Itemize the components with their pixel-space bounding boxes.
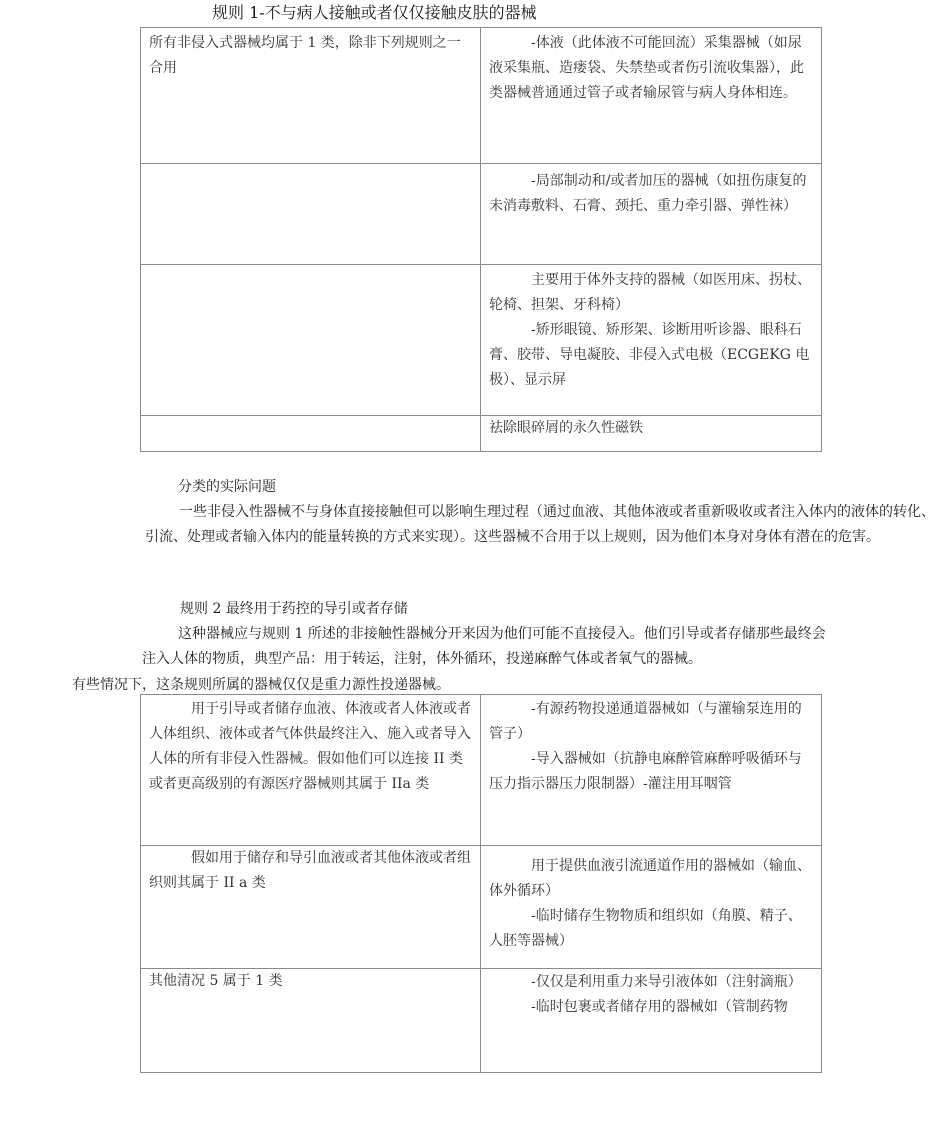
example-text: 用于提供血液引流通道作用的器械如（输血、体外循环） — [489, 858, 811, 899]
rule-condition-cell — [141, 164, 481, 265]
example-text: -体液（此体液不可能回流）采集器械（如尿液采集瓶、造瘘袋、失禁垫或者伤引流收集器），此类器械普通通过管子或者输尿管与病人身体相连。 — [489, 35, 804, 101]
table-row — [141, 265, 822, 416]
example-text: -有源药物投递通道器械如（与灌输泵连用的管子） — [489, 701, 802, 742]
example-cell — [481, 164, 822, 265]
rule-condition-cell — [141, 846, 481, 969]
rule-condition-text: 其他清况 5 属于 1 类 — [149, 973, 283, 989]
table-row — [141, 846, 822, 969]
example-cell — [481, 846, 822, 969]
example-cell — [481, 416, 822, 452]
rule-condition-cell — [141, 969, 481, 1073]
rule1-table — [140, 27, 822, 452]
example-text: -导入器械如（抗静电麻醉管麻醉呼吸循环与压力指示器压力限制器）-灌注用耳咽管 — [489, 751, 802, 792]
section-paragraph-line: 注入人体的物质，典型产品：用于转运，注射，体外循环，投递麻醉气体或者氧气的器械。 — [142, 651, 702, 667]
section-heading: 分类的实际问题 — [178, 479, 276, 495]
rule-condition-text: 假如用于储存和导引血液或者其他体液或者组织则其属于 II a 类 — [149, 850, 471, 891]
rule-condition-cell — [141, 695, 481, 846]
section-paragraph: 一些非侵入性器械不与身体直接接触但可以影响生理过程（通过血液、其他体液或者重新吸收或者注入体内的液体的转化、引流、处理或者输入体内的能量转换的方式来实现）。这些器械不合用于以上规则，因为他们本身对身体有潜在的危害。 — [145, 504, 935, 545]
example-text: 主要用于体外支持的器械（如医用床、拐杖、轮椅、担架、牙科椅） — [489, 272, 811, 313]
rule-condition-cell — [141, 28, 481, 164]
table-row — [141, 416, 822, 452]
section-heading: 规则 2 最终用于药控的导引或者存储 — [180, 601, 408, 617]
example-text: 祛除眼碎屑的永久性磁铁 — [489, 420, 643, 436]
example-text: -仅仅是利用重力来导引液体如（注射滴瓶） — [531, 974, 802, 990]
example-text: -临时包裹或者储存用的器械如（管制药物 — [531, 999, 788, 1015]
example-text: -矫形眼镜、矫形架、诊断用听诊器、眼科石膏、胶带、导电凝胶、非侵入式电极（ECGEKG 电极）、显示屏 — [489, 322, 810, 388]
example-cell — [481, 265, 822, 416]
section-paragraph-line: 有些情况下，这条规则所属的器械仅仅是重力源性投递器械。 — [72, 677, 450, 693]
rule1-title: 规则 1-不与病人接触或者仅仅接触皮肤的器械 — [212, 3, 537, 22]
section-paragraph-line: 这种器械应与规则 1 所述的非接触性器械分开来因为他们可能不直接侵入。他们引导或者存储那些最终会 — [178, 626, 826, 642]
rule-condition-text: 用于引导或者储存血液、体液或者人体液或者人体组织、液体或者气体供最终注入、施入或者导入人体的所有非侵入性器械。假如他们可以连接 II 类或者更高级别的有源医疗器械则其属于 IIa 类 — [149, 701, 471, 792]
table-row — [141, 969, 822, 1073]
table-row — [141, 695, 822, 846]
rule-condition-cell — [141, 416, 481, 452]
example-cell — [481, 695, 822, 846]
table-row — [141, 164, 822, 265]
rule-condition-cell — [141, 265, 481, 416]
example-text: -临时储存生物物质和组织如（角膜、精子、人胚等器械） — [489, 908, 802, 949]
example-text: -局部制动和/或者加压的器械（如扭伤康复的未消毒敷料、石膏、颈托、重力牵引器、弹性袜） — [489, 173, 807, 214]
rule2-table — [140, 694, 822, 1073]
example-cell — [481, 28, 822, 164]
example-cell — [481, 969, 822, 1073]
table-row — [141, 28, 822, 164]
rule-condition-text: 所有非侵入式器械均属于 1 类，除非下列规则之一合用 — [149, 35, 461, 76]
